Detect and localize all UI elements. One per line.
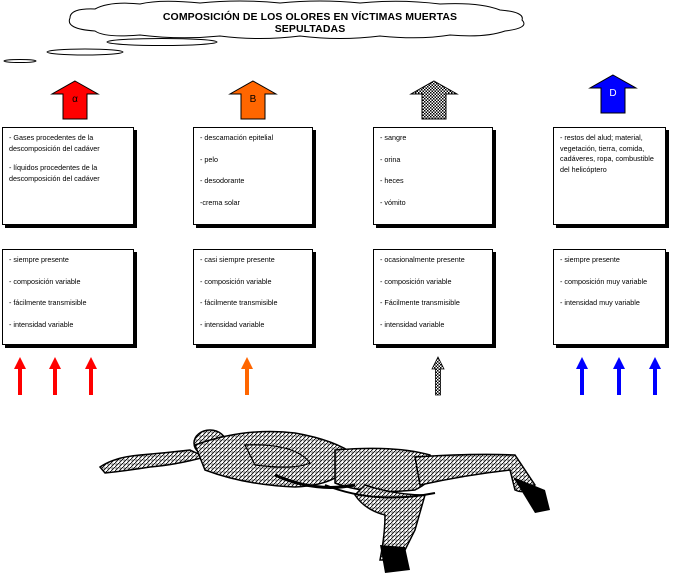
properties-box-d <box>553 249 666 345</box>
source-item: -crema solar <box>200 197 240 207</box>
buried-victim-illustration <box>95 415 560 575</box>
property-item: - intensidad variable <box>380 319 445 329</box>
source-item: - orina <box>380 154 401 164</box>
source-item: - líquidos procedentes de la descomposición del cadáver <box>9 163 100 183</box>
sources-box-d <box>553 127 666 225</box>
property-item: - intensidad variable <box>9 319 74 329</box>
property-item: - composición variable <box>200 276 272 286</box>
arrow-b <box>228 80 278 120</box>
property-item: - siempre presente <box>560 255 620 264</box>
diagram-title: COMPOSICIÓN DE LOS OLORES EN VÍCTIMAS MUERTAS SEPULTADAS <box>162 11 458 35</box>
source-item: - heces <box>380 176 404 185</box>
properties-box-a <box>2 249 134 345</box>
source-item: - descamación epitelial <box>200 133 274 142</box>
property-item: - fácilmente transmisible <box>9 298 87 307</box>
property-item: - intensidad variable <box>200 319 265 329</box>
property-item: - composición variable <box>380 276 452 286</box>
small-arrow-c <box>428 355 448 397</box>
arrow-d <box>588 74 638 114</box>
arrow-d-label: D <box>609 88 617 99</box>
arrow-b-label: B <box>249 94 257 105</box>
small-arrows-d <box>570 355 665 397</box>
source-item: - Gases procedentes de la descomposición del cadáver <box>9 133 100 153</box>
property-item: - casi siempre presente <box>200 255 275 264</box>
source-item: - sangre <box>380 133 407 142</box>
properties-box-b <box>193 249 313 345</box>
property-item: - composición muy variable <box>560 276 648 286</box>
arrow-a-label: α <box>72 94 78 105</box>
small-arrow-b <box>237 355 257 397</box>
sources-box-c <box>373 127 493 225</box>
property-item: - fácilmente transmisible <box>200 298 278 307</box>
source-item: - restos del alud; material, vegetación, tierra, comida, cadáveres, ropa, combustible del helicóptero <box>560 133 654 174</box>
small-arrows-a <box>8 355 103 397</box>
property-item: - intensidad muy variable <box>560 298 640 307</box>
property-item: - ocasionalmente presente <box>380 255 465 264</box>
arrow-c <box>409 80 459 120</box>
sources-box-a <box>2 127 134 225</box>
property-item: - Fácilmente transmisible <box>380 298 460 307</box>
properties-box-c <box>373 249 493 345</box>
source-item: - vómito <box>380 197 406 207</box>
source-item: - pelo <box>200 154 218 164</box>
property-item: - siempre presente <box>9 255 69 264</box>
property-item: - composición variable <box>9 276 81 286</box>
source-item: - desodorante <box>200 176 245 185</box>
arrow-a <box>50 80 100 120</box>
sources-box-b <box>193 127 313 225</box>
